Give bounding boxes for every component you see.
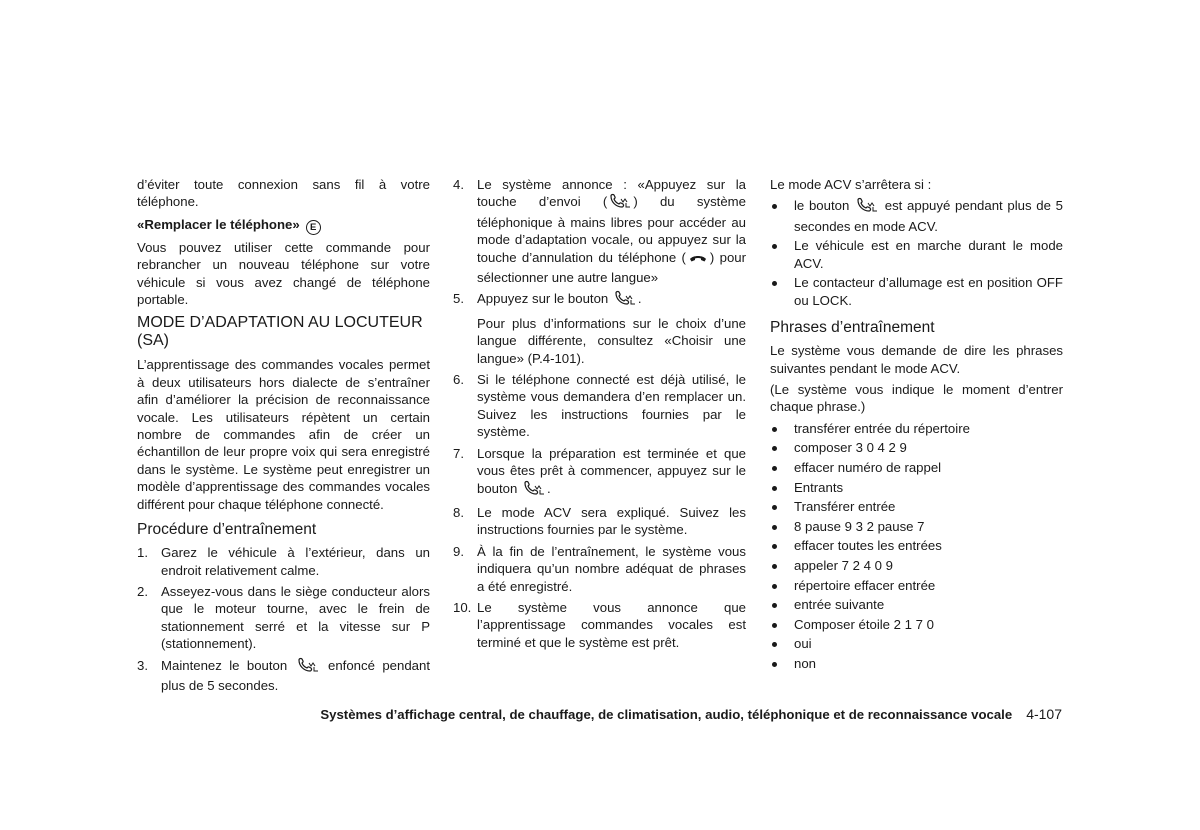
sa-heading: MODE D’ADAPTATION AU LOCUTEUR (SA) [137,314,423,350]
phrase-item: 8 pause 9 3 2 pause 7 [770,518,1063,535]
phrase-item: Composer étoile 2 1 7 0 [770,616,1063,633]
step-item: 5. Appuyez sur le bouton . Pour plus d’informations sur le choix d’une langue différente, consultez «Choisir une langue» (P.4-101). [453,291,746,366]
procedure-steps-2 [453,176,746,651]
phone-talk-icon [614,290,636,310]
step-item: 4. Le système annonce : «Appuyez sur la touche d’envoi ( ) du système téléphonique à mains libres pour accéder au mode d’adaptation vocale, ou appuyez sur la touche d’annulation du téléphone ( ) pour sélectionner une autre langue» [453,177,747,286]
phrase-item: non [770,655,1063,672]
phrase-item: effacer numéro de rappel [770,459,1063,476]
acv-stop-list [770,197,1063,309]
phrase-item: Transférer entrée [770,498,1063,515]
intro-text: d’éviter toute connexion sans fil à votre téléphone. [137,177,430,210]
step-item: 1. Garez le véhicule à l’extérieur, dans un endroit relativement calme. [137,545,430,578]
phrase-item: effacer toutes les entrées [770,537,1063,554]
phrase-item: appeler 7 2 4 0 9 [770,557,1063,574]
phrase-item: Entrants [770,479,1063,496]
phrase-item: répertoire effacer entrée [770,577,1063,594]
sa-text: L’apprentissage des commandes vocales permet à deux utilisateurs hors dialecte de s’entraîner afin d’améliorer la précision de reconnaissance vocale. Les utilisateurs répètent un certain nombre de commandes afin de créer un échantillon de leur propre voix qui sera enregistré dans le système. Le système peut enregistrer un modèle d’apprentissage des commandes vocales différent pour chaque téléphone connecté. [137,357,430,512]
phrase-item: oui [770,635,1063,652]
column-1 [137,176,430,698]
column-2 [453,176,746,655]
procedure-steps-1 [137,544,430,694]
footer-title: Systèmes d’affichage central, de chauffage, de climatisation, audio, téléphonique et de reconnaissance vocale [320,707,1013,722]
list-item: Le véhicule est en marche durant le mode ACV. [770,237,1063,272]
column-3 [770,176,1063,675]
procedure-heading: Procédure d’entraînement [137,521,317,539]
e-badge-icon: E [306,220,321,235]
step-item: 7. Lorsque la préparation est terminée et que vous êtes prêt à commencer, appuyez sur le bouton . [453,445,746,500]
phrases-heading: Phrases d’entraînement [770,319,935,337]
step-item: 10. Le système vous annonce que l’apprentissage commandes vocales est terminé et que le système est prêt. [453,599,746,650]
phone-talk-icon [609,193,631,213]
phrase-item: transférer entrée du répertoire [770,420,1063,437]
phone-talk-icon [856,197,878,217]
list-item: le bouton est appuyé pendant plus de 5 secondes en mode ACV. [770,197,1063,235]
step-item: 8. Le mode ACV sera expliqué. Suivez les instructions fournies par le système. [453,504,746,538]
step-item: 3. Maintenez le bouton enfoncé pendant plus de 5 secondes. [137,657,430,693]
step-item: 6. Si le téléphone connecté est déjà utilisé, le système vous demandera d’en remplacer un. Suivez les instructions fournies par le système. [453,372,746,440]
page-number: 4-107 [1026,706,1062,722]
phrase-item: entrée suivante [770,596,1063,613]
acv-stop-intro: Le mode ACV s’arrêtera si : [770,177,932,192]
phrases-intro: Le système vous demande de dire les phrases suivantes pendant le mode ACV. [770,343,1063,376]
step-note: Pour plus d’informations sur le choix d’une langue différente, consultez «Choisir une langue» (P.4-101). [477,315,746,366]
phrases-list [770,420,1063,673]
phrases-note: (Le système vous indique le moment d’entrer chaque phrase.) [770,382,1063,415]
page-footer [320,706,1062,722]
phone-hangup-icon [688,251,708,269]
list-item: Le contacteur d’allumage est en position OFF ou LOCK. [770,274,1063,309]
replace-phone-text: Vous pouvez utiliser cette commande pour rebrancher un nouveau téléphone sur votre véhicule si vous avez changé de téléphone portable. [137,239,430,308]
replace-phone-heading: «Remplacer le téléphone» E [137,216,430,235]
phone-talk-icon [297,657,319,677]
step-item: 9. À la fin de l’entraînement, le système vous indiquera qu’un nombre adéquat de phrases a été enregistré. [453,543,746,594]
phrase-item: composer 3 0 4 2 9 [770,439,1063,456]
phone-talk-icon [523,480,545,500]
step-item: 2. Asseyez-vous dans le siège conducteur alors que le moteur tourne, avec le frein de stationnement serré et la vitesse sur P (stationnement). [137,583,430,652]
